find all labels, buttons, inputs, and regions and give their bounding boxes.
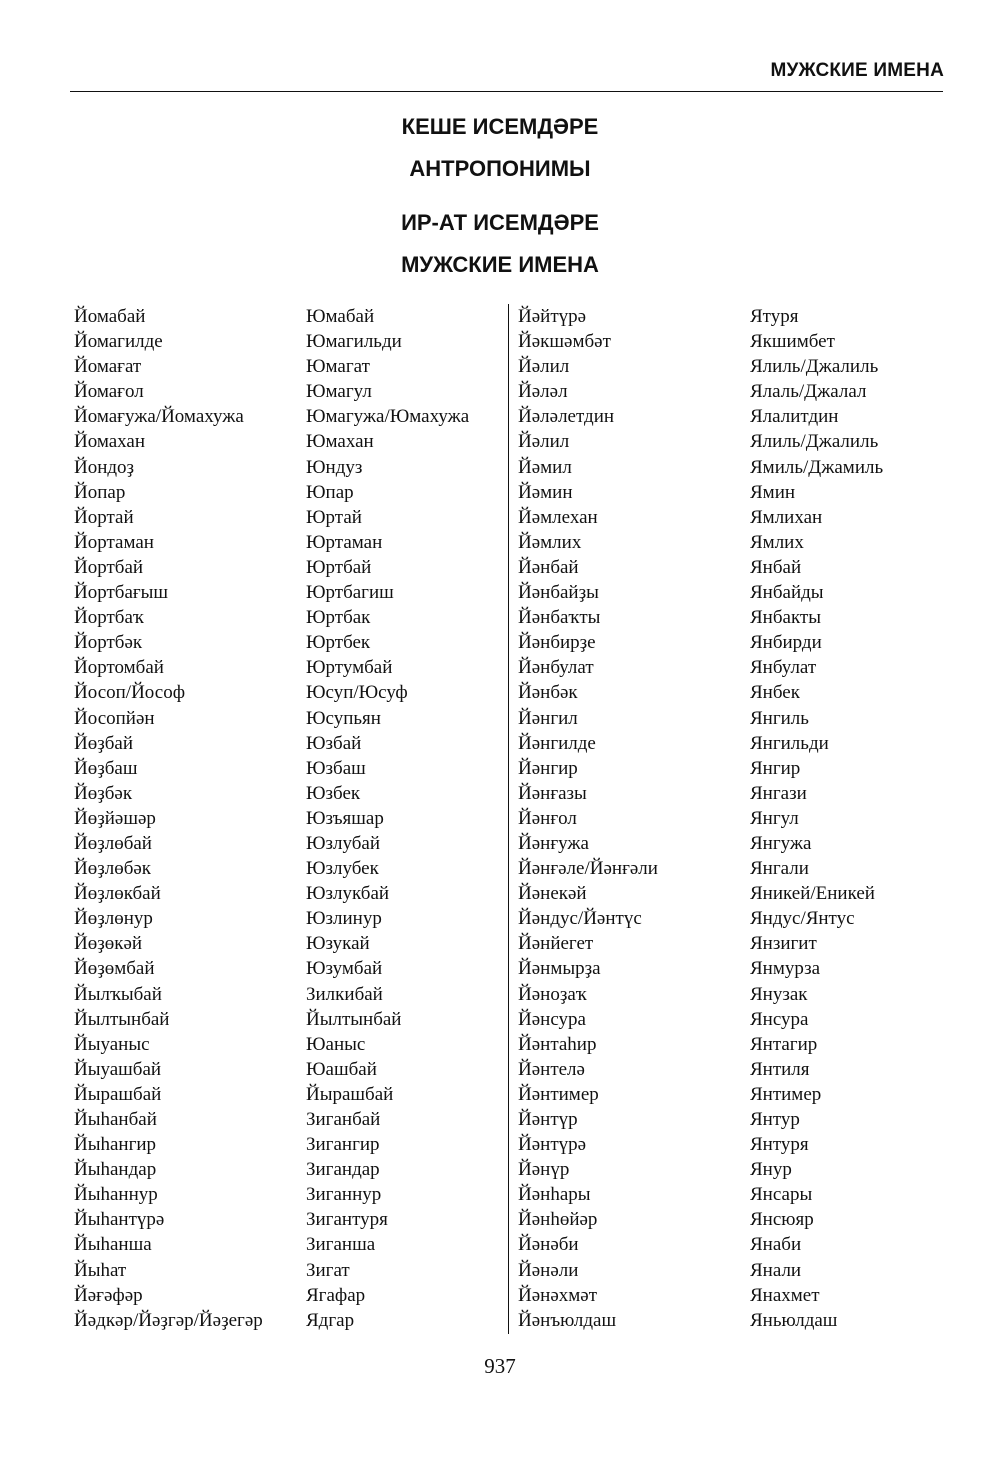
name-entry: Янтиля (750, 1058, 810, 1080)
name-entry: Йосопйән (74, 707, 155, 729)
name-entry: Йәнбай (518, 556, 579, 578)
name-entry: Йәнсура (518, 1008, 586, 1030)
column-divider (508, 304, 509, 1334)
name-entry: Йәнбайҙы (518, 582, 599, 604)
name-entry: Юзбаш (306, 757, 366, 779)
name-entry: Янали (750, 1259, 802, 1281)
name-entry: Йортай (74, 506, 134, 528)
name-entry: Янгул (750, 807, 799, 829)
name-entry: Йомабай (74, 306, 146, 327)
name-entry: Ядгар (306, 1309, 355, 1331)
name-entry: Юртбагиш (306, 582, 394, 604)
name-entry: Йортбағыш (74, 582, 169, 604)
page-number: 937 (484, 1354, 516, 1378)
name-entry: Йомахан (74, 431, 146, 453)
name-entry: Ямиль/Джамиль (750, 456, 884, 478)
name-entry: Юртаман (306, 531, 383, 553)
header-rule (70, 91, 943, 92)
name-entry: Йәнтүр (518, 1109, 578, 1130)
name-entry: Йәлил (518, 431, 570, 453)
subtitle-bashkir: ИР-АТ ИСЕМДӘРЕ (401, 210, 599, 235)
name-entry: Йәнгир (518, 757, 578, 779)
name-entry: Юзлубай (306, 832, 381, 854)
name-entry: Йөҙбаш (74, 757, 138, 779)
name-entry: Йондоҙ (74, 456, 135, 478)
name-entry: Йәнғужа (518, 832, 589, 854)
name-entry: Янгужа (750, 832, 812, 854)
name-entry: Янмурза (750, 958, 821, 980)
name-entry: Юмагат (306, 356, 370, 378)
name-entry: Йыһантүрә (74, 1209, 165, 1231)
name-entry: Йәләл (518, 381, 568, 403)
russian-names-left-column (306, 304, 469, 1333)
name-entry: Янгази (750, 782, 807, 804)
subtitle-russian: МУЖСКИЕ ИМЕНА (401, 252, 599, 277)
name-entry: Яндус/Янтус (750, 908, 855, 930)
name-entry: Йәнтимер (518, 1083, 599, 1105)
name-entry: Зиганбай (306, 1109, 381, 1130)
name-entry: Йыһаннур (74, 1184, 158, 1206)
name-entry: Йылтынбай (74, 1008, 170, 1030)
name-entry: Йырашбай (74, 1083, 162, 1105)
name-entry: Йәнгилде (518, 732, 596, 754)
name-entry: Йөҙбай (74, 732, 133, 754)
name-entry: Йәмил (518, 456, 572, 478)
name-entry: Юртай (306, 506, 362, 528)
name-entry: Янузак (750, 983, 808, 1005)
name-entry: Йәйтүрә (518, 306, 587, 327)
name-entry: Зигантуря (306, 1209, 388, 1231)
name-entry: Юашбай (306, 1058, 377, 1080)
name-entry: Йәнһары (518, 1184, 591, 1206)
name-entry: Йәдкәр/Йәҙгәр/Йәҙегәр (74, 1309, 263, 1331)
name-entry: Йыуашбай (74, 1058, 162, 1080)
name-entry: Ялаль/Джалал (750, 381, 867, 403)
name-entry: Ягафар (306, 1284, 366, 1306)
name-entry: Йырашбай (306, 1083, 394, 1105)
name-entry: Йомағат (74, 356, 142, 378)
name-entry: Зигат (306, 1259, 350, 1281)
name-entry: Юртумбай (306, 657, 393, 679)
name-entry: Яникей/Еникей (750, 883, 875, 905)
name-entry: Йәнтелә (518, 1058, 585, 1080)
name-entry: Янгиль (750, 707, 809, 729)
name-entry: Йортаман (74, 531, 154, 553)
name-entry: Янур (750, 1159, 792, 1181)
name-entry: Янгали (750, 858, 809, 880)
name-entry: Юзлинур (306, 908, 382, 930)
name-entry: Янахмет (750, 1284, 820, 1306)
name-entry: Юзумбай (306, 958, 383, 980)
name-entry: Йәғәфәр (74, 1284, 143, 1306)
name-entry: Зиганша (306, 1234, 376, 1256)
name-entry: Янтуря (750, 1134, 809, 1156)
name-entry: Йыһандар (74, 1159, 157, 1181)
name-entry: Ятуря (750, 306, 799, 327)
russian-names-right-column (750, 304, 883, 1333)
name-entry: Зигангир (306, 1134, 380, 1156)
name-entry: Йәнүр (518, 1159, 570, 1181)
name-entry: Янбайды (750, 582, 824, 604)
name-entry: Зиганнур (306, 1184, 382, 1206)
name-entry: Йөҙлөбәк (74, 858, 152, 880)
name-entry: Янзигит (750, 933, 817, 955)
name-entry: Ялиль/Джалиль (750, 431, 879, 453)
name-entry: Ямлихан (750, 506, 823, 528)
name-entry: Йәмлих (518, 531, 582, 553)
name-entry: Юмабай (306, 306, 375, 327)
name-entry: Янбай (750, 556, 802, 578)
name-entry: Йәнгил (518, 707, 578, 729)
name-entry: Йыуаныс (74, 1033, 150, 1055)
name-entry: Йәнғазы (518, 782, 587, 804)
name-entry: Юсупьян (306, 707, 381, 729)
name-entry: Янсюяр (750, 1209, 814, 1231)
name-entry: Янсура (750, 1008, 809, 1030)
name-entry: Юмагужа/Юмахужа (306, 406, 470, 428)
bashkir-names-right-column (518, 304, 658, 1333)
name-entry: Йәнғәле/Йәнғәли (518, 858, 658, 880)
name-entry: Йәлил (518, 356, 570, 378)
name-entry: Йөҙбәк (74, 782, 133, 804)
name-entry: Янгильди (750, 732, 829, 754)
name-entry: Йыһат (74, 1259, 127, 1281)
name-entry: Ямин (750, 481, 796, 503)
name-entry: Янгир (750, 757, 801, 779)
name-entry: Йәнъюлдаш (518, 1309, 617, 1331)
name-entry: Йыһангир (74, 1134, 157, 1156)
name-entry: Янаби (750, 1234, 802, 1256)
name-entry: Йәнекәй (518, 883, 587, 905)
name-entry: Ялиль/Джалиль (750, 356, 879, 378)
name-entry: Янбакты (750, 607, 821, 629)
name-entry: Яньюлдаш (750, 1309, 838, 1331)
running-head: МУЖСКИЕ ИМЕНА (770, 60, 944, 81)
name-entry: Янтагир (750, 1033, 818, 1055)
name-entry: Йөҙлөкбай (74, 883, 161, 905)
name-entry: Юзлубек (306, 858, 379, 880)
name-entry: Йортомбай (74, 657, 164, 679)
name-entry: Йылтынбай (306, 1008, 402, 1030)
name-entry: Йәнтүрә (518, 1134, 587, 1156)
name-entry: Янсары (750, 1184, 813, 1206)
name-entry: Йәндус/Йәнтүс (518, 908, 642, 930)
name-entry: Йәмин (518, 481, 573, 503)
name-entry: Янбулат (750, 657, 817, 679)
name-entry: Юзбек (306, 782, 361, 804)
name-entry: Йосоп/Йософ (74, 682, 186, 704)
name-entry: Юсуп/Юсуф (306, 682, 408, 704)
name-entry: Йортбәк (74, 632, 143, 654)
name-entry: Йопар (74, 481, 126, 503)
name-entry: Юзукай (306, 933, 370, 955)
name-entry: Йортбаҡ (74, 607, 144, 629)
name-entry: Йәнбирҙе (518, 632, 596, 654)
name-entry: Йәнтаһир (518, 1033, 597, 1055)
name-entry: Йөҙйәшәр (74, 807, 156, 829)
name-entry: Йәнәли (518, 1259, 579, 1281)
name-entry: Юзбай (306, 732, 362, 754)
name-entry: Йәнһөйәр (518, 1209, 598, 1231)
name-entry: Йәкшәмбәт (518, 331, 611, 353)
name-entry: Янбирди (750, 632, 822, 654)
name-entry: Юмагул (306, 381, 372, 403)
name-entry: Йөҙөкәй (74, 933, 143, 955)
name-entry: Юзлукбай (306, 883, 390, 905)
name-entry: Йөҙлөбай (74, 832, 152, 854)
name-entry: Ялалитдин (750, 406, 839, 428)
name-entry: Юртбак (306, 607, 371, 629)
name-entry: Йәләлетдин (518, 406, 615, 428)
name-entry: Якшимбет (750, 331, 835, 353)
name-entry: Йәнйегет (518, 933, 594, 955)
name-entry: Юмагильди (306, 331, 402, 353)
name-entry: Юндуз (306, 456, 363, 478)
name-entry: Йөҙөмбай (74, 958, 155, 980)
name-entry: Янтимер (750, 1083, 822, 1105)
name-entry: Юмахан (306, 431, 374, 453)
name-entry: Йортбай (74, 556, 144, 578)
name-entry: Йәнбаҡты (518, 607, 601, 629)
name-entry: Юртбай (306, 556, 372, 578)
name-entry: Йәмлехан (518, 506, 598, 528)
name-entry: Йөҙлөнур (74, 908, 153, 930)
name-entry: Йәноҙаҡ (518, 983, 587, 1005)
name-entry: Ямлих (750, 531, 804, 553)
name-entry: Юзъяшар (306, 807, 384, 829)
name-entry: Юпар (306, 481, 354, 503)
name-entry: Йылҡыбай (74, 983, 162, 1005)
name-entry: Юртбек (306, 632, 371, 654)
name-entry: Йомағол (74, 381, 144, 403)
title-russian: АНТРОПОНИМЫ (409, 156, 591, 181)
name-entry: Йәнмырҙа (518, 958, 601, 980)
name-entry: Зигандар (306, 1159, 380, 1181)
bashkir-names-left-column (74, 304, 263, 1333)
name-entry: Йыһанбай (74, 1109, 157, 1130)
name-entry: Йыһанша (74, 1234, 152, 1256)
name-entry: Йомағужа/Йомахужа (74, 406, 244, 428)
name-entry: Йомагилде (74, 331, 163, 353)
name-entry: Йәнғол (518, 807, 577, 829)
name-entry: Йәнбулат (518, 657, 594, 679)
name-entry: Янбек (750, 682, 800, 704)
name-entry: Йәнәхмәт (518, 1284, 598, 1306)
name-entry: Йәнбәк (518, 682, 578, 704)
name-entry: Юаныс (306, 1033, 366, 1055)
name-entry: Йәнәби (518, 1234, 579, 1256)
name-entry: Янтур (750, 1109, 800, 1130)
title-bashkir: КЕШЕ ИСЕМДӘРЕ (401, 114, 599, 139)
name-entry: Зилкибай (306, 983, 383, 1005)
